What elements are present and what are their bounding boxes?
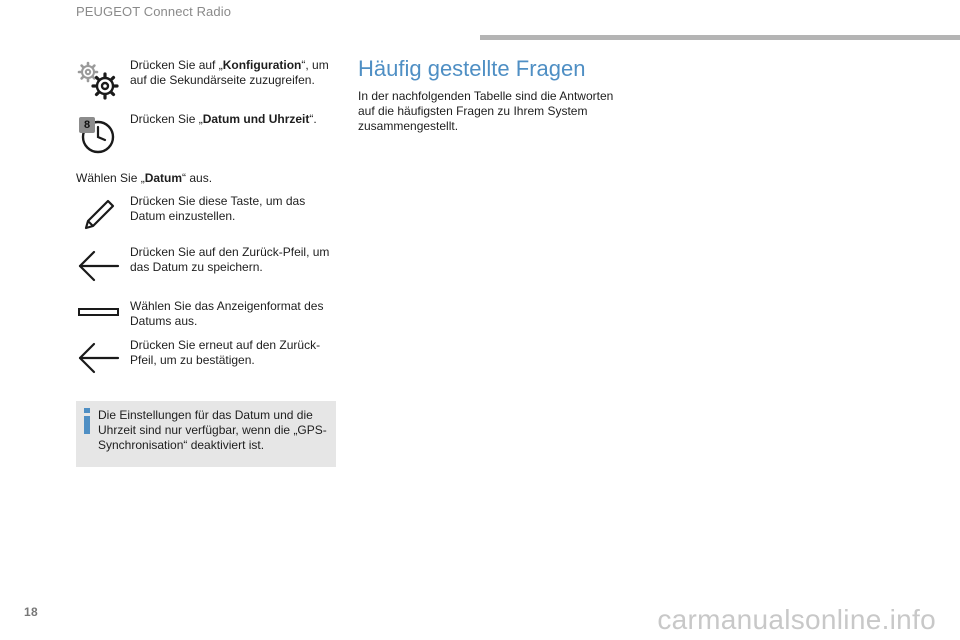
substep-date-format-text: Wählen Sie das Anzeigenformat des Datums aus. (130, 299, 324, 328)
pencil-icon (76, 194, 122, 240)
step-configuration-text: Drücken Sie auf „Konfiguration“, um auf die Sekundärseite zuzugreifen. (130, 58, 329, 87)
substep-date-format (76, 299, 336, 333)
step-number-badge: 8 (79, 117, 95, 133)
substep-set-date-text: Drücken Sie diese Taste, um das Datum einzustellen. (130, 194, 306, 223)
header-divider-bar (480, 35, 960, 40)
step-date-time (76, 112, 336, 158)
page-number: 18 (24, 605, 38, 619)
info-note-text: Die Einstellungen für das Datum und die Uhrzeit sind nur verfügbar, wenn die „GPS-Synchronisation“ deaktiviert ist. (98, 408, 327, 452)
substep-save-date (76, 245, 336, 285)
back-arrow-icon (76, 338, 122, 384)
substep-confirm (76, 338, 336, 378)
watermark-text: carmanualsonline.info (657, 604, 936, 635)
faq-heading: Häufig gestellte Fragen (358, 56, 586, 81)
substep-set-date (76, 194, 336, 234)
info-note-box (76, 401, 336, 467)
info-icon (83, 408, 91, 434)
settings-gears-icon (76, 58, 122, 104)
faq-intro-text: In der nachfolgenden Tabelle sind die Antworten auf die häufigsten Fragen zu Ihrem System zusammengestellt. (358, 89, 614, 133)
substep-save-date-text: Drücken Sie auf den Zurück-Pfeil, um das Datum zu speichern. (130, 245, 330, 274)
back-arrow-icon (76, 245, 122, 291)
substep-confirm-text: Drücken Sie erneut auf den Zurück-Pfeil, um zu bestätigen. (130, 338, 321, 367)
document-header-title: PEUGEOT Connect Radio (76, 4, 232, 19)
step-configuration (76, 58, 336, 104)
select-date-instruction: Wählen Sie „Datum“ aus. (76, 171, 213, 185)
step-date-time-text: Drücken Sie „Datum und Uhrzeit“. (130, 112, 317, 126)
